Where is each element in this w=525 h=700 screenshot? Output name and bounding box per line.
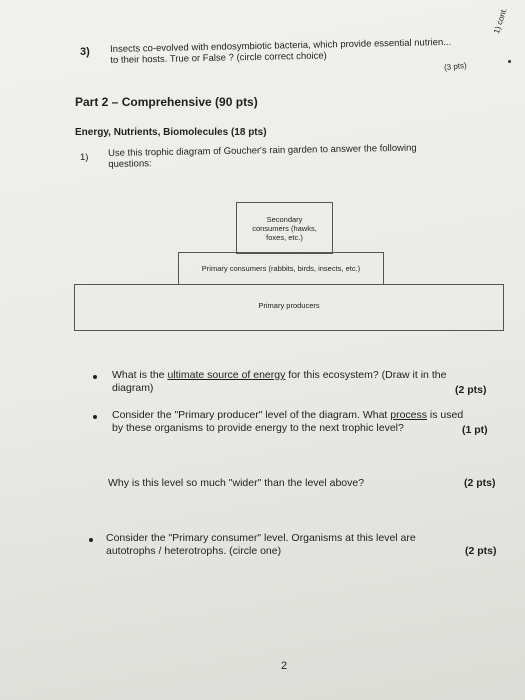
question-b-pre: Consider the "Primary producer" level of the diagram. What [112, 409, 391, 421]
question-1-line-2: questions: [108, 158, 152, 170]
question-c-text: Why is this level so much "wider" than the level above? [108, 477, 365, 489]
question-3-points: (3 pts) [443, 60, 468, 73]
question-a [112, 369, 482, 395]
diagram-primary-producers-box [74, 284, 504, 331]
corner-note: 1) cont. [492, 6, 509, 35]
question-1-line-1: Use this trophic diagram of Goucher's rain garden to answer the following [108, 142, 417, 159]
question-b-line-1 [112, 409, 492, 422]
question-a-points: (2 pts) [455, 384, 487, 396]
question-3-line-1: Insects co-evolved with endosymbiotic bacteria, which provide essential nutrien... [110, 36, 452, 55]
question-d-points: (2 pts) [465, 545, 497, 557]
question-3-number: 3) [80, 46, 90, 58]
question-d-line-2: autotrophs / heterotrophs. (circle one) [106, 545, 282, 557]
question-b-post: is used [427, 409, 464, 421]
diagram-primary-consumers-label: Primary consumers (rabbits, birds, insects, etc.) [201, 264, 361, 273]
diagram-primary-producers-label: Primary producers [258, 301, 320, 310]
question-1-text [108, 142, 468, 170]
question-1-number: 1) [80, 152, 89, 163]
question-a-line-2: diagram) [112, 382, 154, 394]
margin-dot [508, 60, 511, 63]
question-b-line-2: by these organisms to provide energy to the next trophic level? [112, 422, 404, 434]
diagram-secondary-consumers-label: Secondary consumers (hawks, foxes, etc.) [252, 214, 317, 242]
page-number: 2 [281, 660, 288, 672]
question-b-underlined: process [390, 409, 428, 421]
question-d-line-1: Consider the "Primary consumer" level. Organisms at this level are [106, 532, 416, 544]
bullet-icon [93, 375, 97, 379]
bullet-icon [93, 415, 97, 419]
question-a-line-1 [112, 369, 482, 382]
question-b [112, 409, 492, 435]
diagram-secondary-consumers-box [236, 202, 333, 254]
question-a-pre: What is the [112, 369, 168, 381]
part-2-title: Part 2 – Comprehensive (90 pts) [75, 95, 258, 109]
section-heading: Energy, Nutrients, Biomolecules (18 pts) [75, 127, 267, 138]
diagram-primary-consumers-box [178, 252, 384, 285]
question-c-points: (2 pts) [464, 477, 496, 489]
bullet-icon [89, 538, 93, 542]
question-3-text [110, 36, 470, 66]
question-d [106, 532, 476, 558]
question-a-underlined: ultimate source of energy [167, 369, 286, 381]
question-a-post: for this ecosystem? (Draw it in the [285, 369, 447, 381]
question-b-points: (1 pt) [462, 424, 488, 436]
question-3-line-2: to their hosts. True or False ? (circle correct choice) [110, 50, 327, 66]
